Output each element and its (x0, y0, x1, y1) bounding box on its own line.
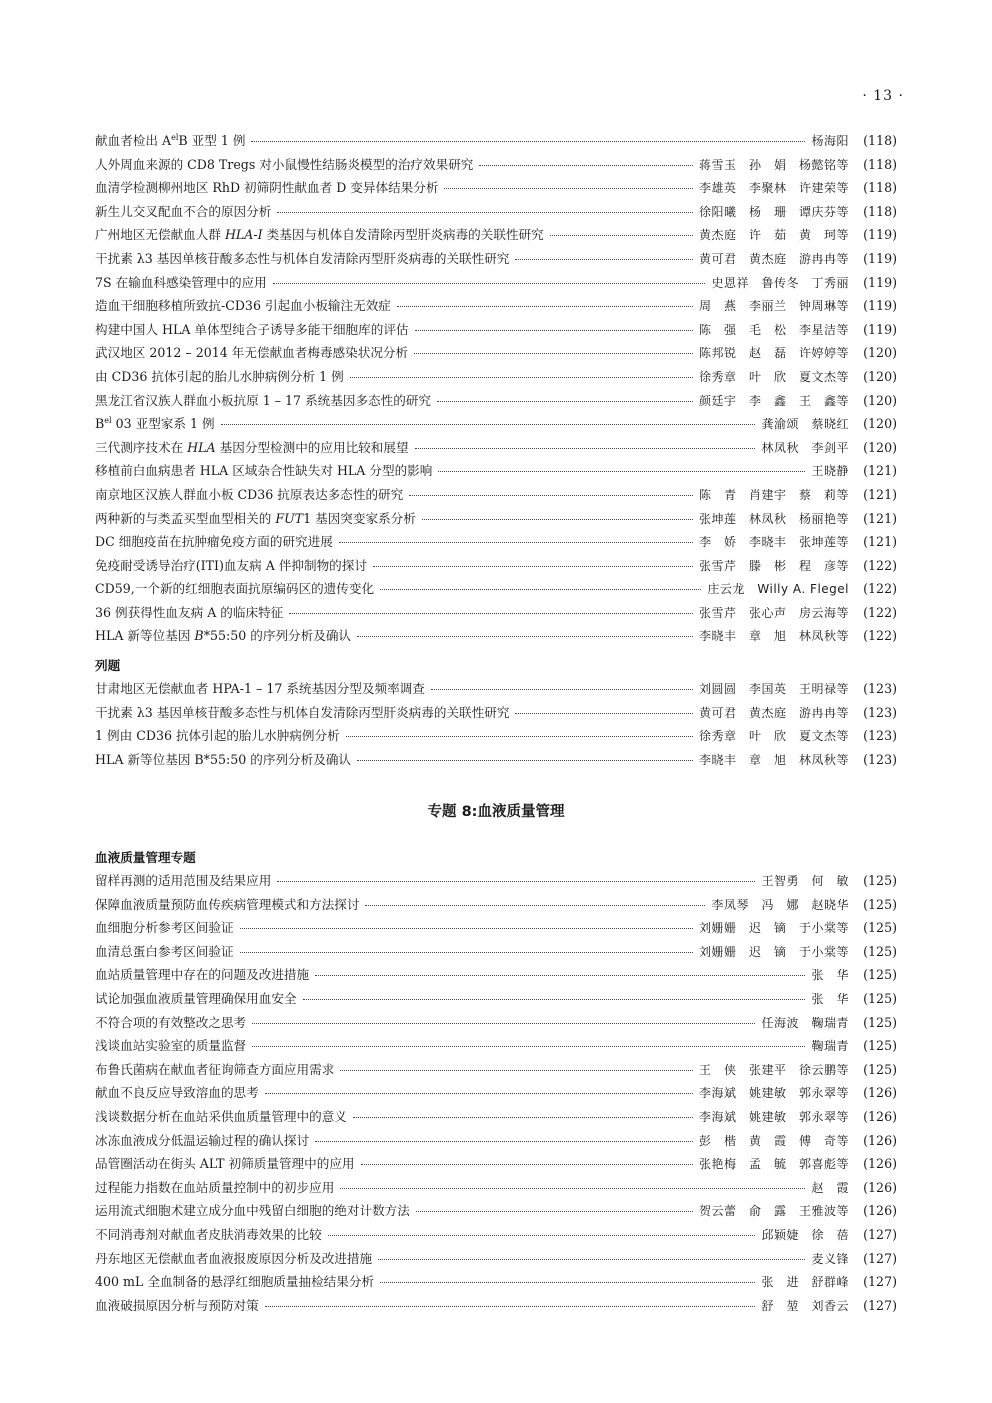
toc-entry (95, 272, 897, 296)
entry-authors: 邱颖婕 徐 蓓 (761, 1227, 849, 1242)
entry-authors: 杨海阳 (811, 134, 849, 148)
entry-title (95, 177, 438, 196)
entry-authors: 刘姗姗 迟 镝 于小棠等 (698, 921, 849, 936)
entry-page: (122) (863, 581, 897, 597)
dot-leader (277, 212, 693, 213)
entry-authors: 刘姗姗 迟 镝 于小棠等 (698, 944, 849, 959)
entry-title-italic: HLA (187, 439, 216, 455)
entry-authors: 彭 楷 黄 霞 傅 奇等 (698, 1133, 849, 1148)
entry-page: (120) (863, 368, 897, 384)
entry-authors: 陈邦锐 赵 磊 许婷婷等 (698, 346, 849, 361)
entry-title-end: B 亚型 1 例 (178, 133, 246, 148)
dot-leader (357, 636, 693, 637)
entry-page: (127) (863, 1297, 897, 1313)
dot-leader (315, 1141, 693, 1142)
entry-page: (118) (863, 180, 897, 196)
entry-authors: 张艳梅 孟 毓 郭喜彪等 (698, 1157, 849, 1172)
entry-page: (125) (863, 1038, 897, 1054)
entry-title-end: 03 亚型家系 1 例 (111, 416, 215, 432)
entry-authors: 王 侠 张建平 徐云鹏等 (698, 1062, 849, 1077)
entry-title-text: 免疫耐受诱导治疗(ITI)血友病 A 伴抑制物的探讨 (95, 557, 367, 573)
entry-authors: 李凤琴 冯 娜 赵晓华 (711, 897, 849, 912)
entry-page: (120) (863, 392, 897, 408)
entry-title-text: 品管圈活动在街头 ALT 初筛质量管理中的应用 (95, 1156, 355, 1172)
toc-entry (95, 224, 897, 248)
entry-page: (123) (863, 681, 897, 696)
entry-page: (119) (863, 250, 897, 266)
dot-leader (340, 1070, 693, 1071)
toc-entry (95, 894, 897, 918)
toc-entry (95, 725, 897, 749)
entry-authors: 黄可君 黄杰庭 游冉冉等 (698, 705, 849, 720)
entry-title-text: 1 例由 CD36 抗体引起的胎儿水肿病例分析 (95, 728, 340, 744)
entry-title-text: 丹东地区无偿献血者血液报废原因分析及改进措施 (95, 1250, 373, 1266)
entry-authors: 李海斌 姚建敏 郭永翠等 (698, 1086, 849, 1101)
dot-leader (416, 1211, 693, 1212)
entry-authors: 徐阳曦 杨 珊 谭庆芬等 (698, 204, 849, 219)
entry-page: (121) (863, 510, 897, 526)
entry-authors: 陈 强 毛 松 李星洁等 (698, 322, 849, 337)
entry-title (95, 484, 403, 503)
section-title: 专题 8:血液质量管理 (427, 804, 565, 820)
toc-entry (95, 437, 897, 461)
toc-entry (95, 702, 897, 726)
entry-authors: 李海斌 姚建敏 郭永翠等 (698, 1109, 849, 1124)
entry-page: (121) (863, 534, 897, 550)
entry-title (95, 224, 544, 243)
entry-title (95, 725, 340, 744)
entry-title (95, 625, 351, 644)
entry-title (95, 1153, 355, 1172)
entry-title (95, 1224, 322, 1243)
entry-title-text: 运用流式细胞术建立成分血中残留白细胞的绝对计数方法 (95, 1203, 410, 1219)
entry-page: (125) (863, 943, 897, 959)
entry-page: (126) (863, 1085, 897, 1101)
entry-authors: 张雪芹 滕 彬 程 彦等 (698, 558, 849, 573)
entry-title-text: HLA 新等位基因 (95, 628, 195, 644)
entry-page: (120) (863, 439, 897, 455)
entry-title-italic: HLA-I (224, 227, 263, 243)
entry-page: (120) (863, 416, 897, 432)
dot-leader (277, 881, 755, 882)
dot-leader (252, 1046, 805, 1047)
sub-heading-lieti: 列题 (95, 658, 121, 673)
entry-page: (127) (863, 1226, 897, 1242)
entry-title-text: 献血者检出 A (95, 133, 172, 148)
entry-title (95, 917, 234, 936)
entry-title-text: 两种新的与类孟买型血型相关的 (95, 510, 276, 526)
dot-leader (265, 1093, 693, 1094)
toc-group-3 (95, 846, 897, 1318)
entry-title (95, 1059, 334, 1078)
toc-entry (95, 130, 897, 154)
dot-leader (415, 330, 693, 331)
toc-entry (95, 531, 897, 555)
entry-title (95, 555, 367, 574)
toc-entry (95, 1012, 897, 1036)
dot-leader (515, 259, 693, 260)
entry-title (95, 390, 431, 409)
entry-title (95, 941, 234, 960)
entry-authors: 张 进 舒群峰 (761, 1275, 849, 1290)
entry-title (95, 1106, 347, 1125)
entry-title-sup: el (171, 132, 179, 142)
toc-entry (95, 319, 897, 343)
entry-title (95, 578, 374, 597)
dot-leader (550, 235, 693, 236)
entry-authors: 麦义锋 (811, 1251, 849, 1266)
entry-page: (120) (863, 345, 897, 361)
entry-title (95, 870, 271, 889)
entry-page: (121) (863, 463, 897, 479)
entry-title-text: 浅谈数据分析在血站采供血质量管理中的意义 (95, 1108, 347, 1124)
entry-title (95, 248, 509, 267)
dot-leader (252, 1023, 755, 1024)
entry-page: (126) (863, 1108, 897, 1124)
toc-entry (95, 917, 897, 941)
entry-page: (126) (863, 1203, 897, 1219)
entry-title-text: 移植前白血病患者 HLA 区域杂合性缺失对 HLA 分型的影响 (95, 463, 433, 479)
entry-title (95, 413, 215, 432)
entry-authors: 黄可君 黄杰庭 游冉冉等 (698, 251, 849, 266)
entry-authors: 刘圆圆 李国英 王明禄等 (698, 682, 849, 696)
entry-title-text: 造血干细胞移植所致抗-CD36 引起血小板输注无效症 (95, 298, 391, 314)
entry-page: (127) (863, 1250, 897, 1266)
toc-entry (95, 154, 897, 178)
toc-entry (95, 988, 897, 1012)
dot-leader (414, 353, 693, 354)
toc-entry (95, 366, 897, 390)
entry-title (95, 894, 359, 913)
dot-leader (444, 188, 693, 189)
entry-page: (119) (863, 321, 897, 337)
dot-leader (415, 448, 756, 449)
dot-leader (303, 999, 806, 1000)
toc-entry (95, 460, 897, 484)
dot-leader (357, 760, 693, 761)
entry-authors: 徐秀章 叶 欣 夏文杰等 (698, 729, 849, 744)
entry-page: (125) (863, 920, 897, 936)
entry-title-text: 甘肃地区无偿献血者 HPA-1 – 17 系统基因分型及频率调查 (95, 681, 425, 696)
dot-leader (365, 905, 705, 906)
entry-title-end: *55:50 的序列分析及确认 (203, 628, 352, 644)
entry-page: (126) (863, 1179, 897, 1195)
toc-entry (95, 1035, 897, 1059)
entry-authors: 蒋雪玉 孙 娟 杨懿铭等 (698, 157, 849, 172)
entry-title (95, 531, 333, 550)
entry-authors: 颜廷宇 李 鑫 王 鑫等 (698, 393, 849, 408)
entry-authors: 贺云蕾 俞 露 王雅波等 (698, 1204, 849, 1219)
entry-title-text: 献血不良反应导致溶血的思考 (95, 1085, 259, 1101)
entry-title (95, 272, 267, 291)
toc-entry (95, 177, 897, 201)
dot-leader (422, 519, 693, 520)
entry-title-text: 过程能力指数在血站质量控制中的初步应用 (95, 1179, 335, 1195)
entry-title-text: 保障血液质量预防血传疾病管理模式和方法探讨 (95, 896, 360, 912)
entry-authors: 陈 青 肖建宇 蔡 莉等 (698, 487, 849, 502)
entry-title-text: CD59,一个新的红细胞表面抗原编码区的遗传变化 (95, 581, 375, 597)
toc-entry (95, 295, 897, 319)
entry-page: (119) (863, 274, 897, 290)
entry-title-text: 36 例获得性血友病 A 的临床特征 (95, 604, 284, 620)
entry-title-text: 冰冻血液成分低温运输过程的确认探讨 (95, 1132, 310, 1148)
entry-title-text: 血清总蛋白参考区间验证 (95, 943, 234, 959)
toc-entry (95, 1082, 897, 1106)
dot-leader (373, 566, 693, 567)
entry-title (95, 201, 271, 220)
entry-authors: 王智勇 何 敏 (761, 874, 849, 888)
dot-leader (515, 713, 693, 714)
dot-leader (315, 975, 805, 976)
sub-heading-quality: 血液质量管理专题 (95, 850, 196, 865)
entry-authors: 林凤秋 李剑平 (761, 440, 849, 455)
dot-leader (340, 1188, 805, 1189)
dot-leader (409, 495, 693, 496)
entry-authors: 舒 堃 刘香云 (761, 1298, 849, 1313)
entry-title (95, 508, 416, 527)
entry-title (95, 1200, 410, 1219)
entry-title-end: 类基因与机体自发清除丙型肝炎病毒的关联性研究 (262, 227, 544, 243)
entry-page: (126) (863, 1156, 897, 1172)
entry-page: (119) (863, 298, 897, 314)
entry-authors: 庄云龙 Willy A. Flegel (707, 582, 849, 597)
entry-page: (125) (863, 896, 897, 912)
dot-leader (350, 377, 693, 378)
entry-page: (127) (863, 1274, 897, 1290)
entry-title-text: 南京地区汉族人群血小板 CD36 抗原表达多态性的研究 (95, 486, 404, 502)
entry-title (95, 602, 283, 621)
toc-entry (95, 625, 897, 649)
entry-page: (121) (863, 486, 897, 502)
entry-title (95, 678, 425, 697)
entry-title-text: 7S 在输血科感染管理中的应用 (95, 274, 267, 290)
entry-title-text: 试论加强血液质量管理确保用血安全 (95, 990, 297, 1006)
entry-page: (123) (863, 728, 897, 744)
toc-entry (95, 749, 897, 773)
entry-page: (123) (863, 704, 897, 720)
entry-title-text: 新生儿交叉配血不合的原因分析 (95, 203, 272, 219)
dot-leader (346, 736, 693, 737)
dot-leader (380, 589, 701, 590)
dot-leader (289, 613, 693, 614)
entry-title-text: DC 细胞疫苗在抗肿瘤免疫方面的研究进展 (95, 534, 333, 550)
entry-title (95, 988, 297, 1007)
dot-leader (397, 306, 693, 307)
entry-title-text: 武汉地区 2012 – 2014 年无偿献血者梅毒感染状况分析 (95, 345, 409, 361)
dot-leader (339, 542, 693, 543)
toc-entry (95, 1130, 897, 1154)
dot-leader (240, 952, 693, 953)
dot-leader (438, 471, 805, 472)
entry-title-text: HLA 新等位基因 B*55:50 的序列分析及确认 (95, 751, 352, 767)
entry-page: (119) (863, 227, 897, 243)
entry-authors: 张 华 (811, 968, 849, 983)
toc-group-2 (95, 654, 897, 772)
toc-entry (95, 1153, 897, 1177)
toc-entry (95, 248, 897, 272)
entry-title (95, 1012, 246, 1031)
entry-title-text: 血液破损原因分析与预防对策 (95, 1297, 259, 1313)
toc-entry (95, 870, 897, 894)
dot-leader (380, 1282, 755, 1283)
entry-title (95, 749, 351, 768)
entry-authors: 李 娇 李晓丰 张坤莲等 (698, 535, 849, 550)
entry-title-text: 干扰素 λ3 基因单核苷酸多态性与机体自发清除丙型肝炎病毒的关联性研究 (95, 250, 510, 266)
entry-title (95, 460, 432, 479)
toc-entry (95, 484, 897, 508)
entry-title (95, 295, 391, 314)
entry-title (95, 1271, 374, 1290)
entry-page: (122) (863, 557, 897, 573)
dot-leader (240, 928, 693, 929)
entry-authors: 张坤莲 林凤秋 杨丽艳等 (698, 511, 849, 526)
entry-title-text: 布鲁氏菌病在献血者征询筛查方面应用需求 (95, 1061, 335, 1077)
dot-leader (251, 141, 805, 142)
dot-leader (265, 1306, 756, 1307)
entry-authors: 鞠瑞青 (811, 1039, 849, 1054)
entry-page: (126) (863, 1132, 897, 1148)
entry-page: (125) (863, 967, 897, 983)
entry-page: (122) (863, 604, 897, 620)
entry-page: (125) (863, 1061, 897, 1077)
toc-entry (95, 413, 897, 437)
dot-leader (328, 1235, 756, 1236)
entry-title (95, 437, 409, 456)
entry-page: (118) (863, 156, 897, 172)
dot-leader (431, 689, 693, 690)
entry-title-text: 不同消毒剂对献血者皮肤消毒效果的比较 (95, 1226, 322, 1242)
entry-title (95, 154, 473, 173)
toc-entry (95, 201, 897, 225)
entry-title (95, 1035, 246, 1054)
page-number: · 13 · (862, 88, 904, 104)
entry-title (95, 130, 245, 149)
toc-entry (95, 508, 897, 532)
entry-title-text: 黑龙江省汉族人群血小板抗原 1 – 17 系统基因多态性的研究 (95, 392, 432, 408)
toc-entry (95, 555, 897, 579)
toc-entry (95, 1177, 897, 1201)
entry-authors: 徐秀章 叶 欣 夏文杰等 (698, 369, 849, 384)
toc-entry (95, 964, 897, 988)
dot-leader (273, 283, 706, 284)
entry-title-text: 留样再测的适用范围及结果应用 (95, 873, 272, 888)
entry-authors: 周 燕 李丽兰 钟周琳等 (698, 299, 849, 314)
entry-title-text: 血站质量管理中存在的问题及改进措施 (95, 967, 310, 983)
entry-title-sup: el (104, 415, 112, 425)
entry-page: (118) (863, 133, 897, 148)
entry-title-text: B (95, 416, 105, 432)
toc-entry (95, 941, 897, 965)
entry-title-text: 构建中国人 HLA 单体型纯合子诱导多能干细胞库的评估 (95, 321, 409, 337)
entry-title-italic: B (194, 628, 204, 644)
toc-entry (95, 678, 897, 702)
entry-authors: 赵 霞 (811, 1180, 849, 1195)
toc-entry (95, 602, 897, 626)
entry-title-text: 400 mL 全血制备的悬浮红细胞质量抽检结果分析 (95, 1274, 375, 1290)
entry-authors: 李晓丰 章 旭 林凤秋等 (698, 752, 849, 767)
dot-leader (221, 424, 756, 425)
entry-authors: 张雪芹 张心声 房云海等 (698, 605, 849, 620)
toc-entry (95, 1106, 897, 1130)
entry-page: (118) (863, 203, 897, 219)
entry-authors: 王晓静 (811, 464, 849, 479)
entry-title-text: 干扰素 λ3 基因单核苷酸多态性与机体自发清除丙型肝炎病毒的关联性研究 (95, 704, 510, 720)
toc-entry (95, 1248, 897, 1272)
entry-title (95, 1177, 334, 1196)
entry-authors: 黄杰庭 许 茹 黄 珂等 (698, 228, 849, 243)
entry-title (95, 964, 309, 983)
entry-title-italic: FUT (275, 510, 304, 526)
entry-title-text: 三代测序技术在 (95, 439, 188, 455)
entry-title-text: 人外周血来源的 CD8 Tregs 对小鼠慢性结肠炎模型的治疗效果研究 (95, 156, 474, 172)
entry-page: (125) (863, 990, 897, 1006)
entry-authors: 任海波 鞠瑞青 (761, 1015, 849, 1030)
toc-entry (95, 1059, 897, 1083)
entry-title-text: 广州地区无偿献血人群 (95, 227, 225, 243)
entry-page: (125) (863, 1014, 897, 1030)
dot-leader (479, 165, 693, 166)
toc-entry (95, 1200, 897, 1224)
entry-page: (122) (863, 628, 897, 644)
toc-group-1 (95, 130, 897, 649)
entry-title-text: 浅谈血站实验室的质量监督 (95, 1038, 247, 1054)
entry-page: (123) (863, 751, 897, 767)
toc-entry (95, 578, 897, 602)
entry-title-text: 由 CD36 抗体引起的胎儿水肿病例分析 1 例 (95, 368, 344, 384)
entry-authors: 李雄英 李聚林 许建荣等 (698, 181, 849, 196)
entry-title-text: 血细胞分析参考区间验证 (95, 920, 234, 936)
toc-entry (95, 342, 897, 366)
toc-entry (95, 390, 897, 414)
entry-page: (125) (863, 873, 897, 888)
entry-title-end: 基因分型检测中的应用比较和展望 (215, 439, 409, 455)
entry-title-text: 血清学检测柳州地区 RhD 初筛阴性献血者 D 变异体结果分析 (95, 180, 439, 196)
entry-title (95, 366, 344, 385)
entry-title (95, 702, 509, 721)
entry-title-text: 不符合项的有效整改之思考 (95, 1014, 247, 1030)
entry-authors: 史恩祥 鲁传冬 丁秀丽 (711, 275, 849, 290)
toc-entry (95, 1295, 897, 1319)
entry-title-end: 1 基因突变家系分析 (303, 510, 416, 526)
dot-leader (361, 1164, 693, 1165)
toc-entry (95, 1271, 897, 1295)
entry-authors: 李晓丰 章 旭 林凤秋等 (698, 629, 849, 644)
entry-title (95, 1130, 309, 1149)
entry-title (95, 319, 409, 338)
entry-title (95, 1295, 259, 1314)
dot-leader (353, 1117, 693, 1118)
entry-title (95, 342, 408, 361)
dot-leader (378, 1259, 805, 1260)
entry-title (95, 1082, 259, 1101)
entry-authors: 张 华 (811, 991, 849, 1006)
entry-authors: 龚渝颂 蔡晓红 (761, 417, 849, 432)
dot-leader (437, 401, 693, 402)
entry-title (95, 1248, 372, 1267)
toc-entry (95, 1224, 897, 1248)
